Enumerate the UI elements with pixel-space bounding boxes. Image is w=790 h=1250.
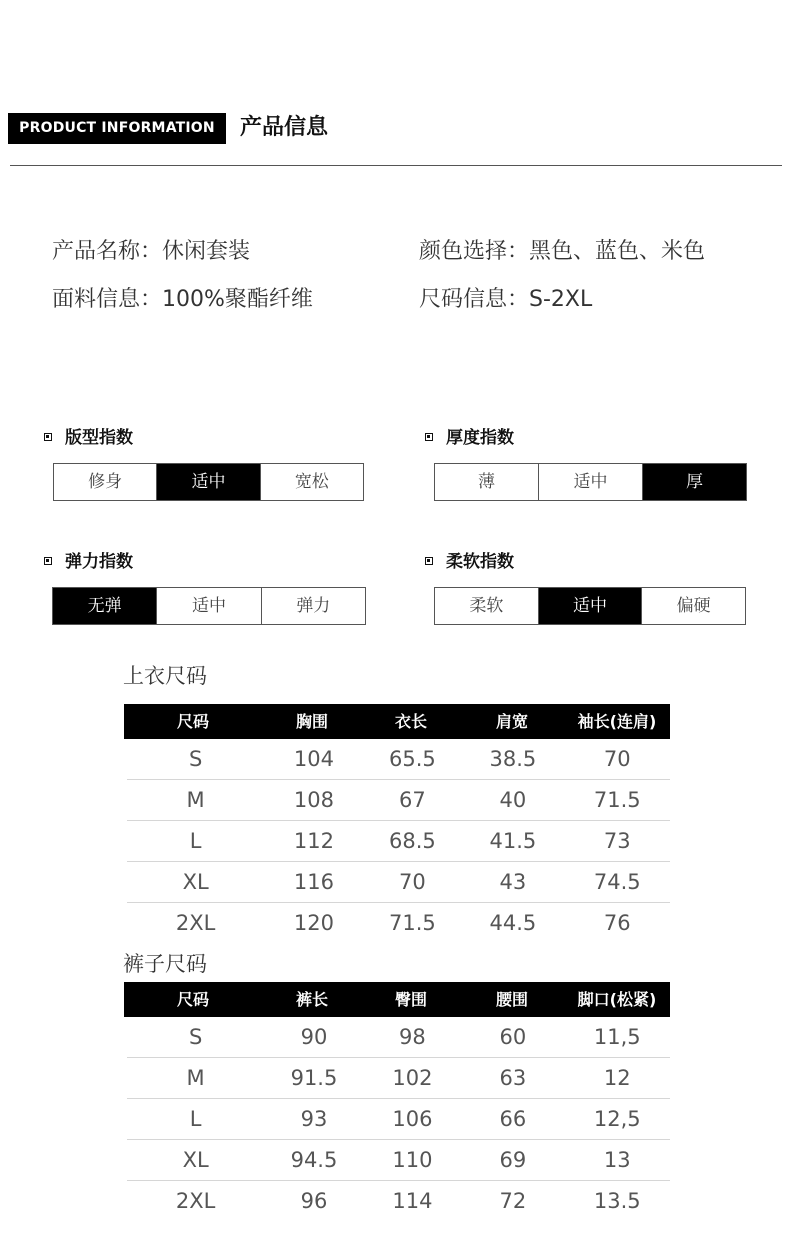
- table-cell: 102: [392, 1066, 433, 1090]
- table-cell: 12: [603, 1066, 631, 1090]
- table-cell: 65.5: [389, 747, 436, 771]
- table-row: [127, 780, 670, 821]
- table-cell: 74.5: [593, 870, 641, 894]
- elasticity-option-none: 无弹: [53, 588, 157, 624]
- table-cell: 2XL: [175, 911, 216, 935]
- header-chest: 胸围: [295, 712, 328, 731]
- thickness-option-medium: 适中: [539, 464, 643, 500]
- product-information-badge: PRODUCT INFORMATION: [8, 113, 226, 144]
- table-cell: 96: [300, 1189, 328, 1213]
- table-cell: 112: [293, 829, 334, 853]
- color-options: 颜色选择：黑色、蓝色、米色: [419, 239, 706, 264]
- table-row: [127, 739, 670, 780]
- table-cell: S: [188, 747, 203, 771]
- header-hip: 臀围: [394, 990, 427, 1009]
- thickness-index: [425, 427, 514, 449]
- header-hem: 脚口(松紧): [577, 990, 657, 1009]
- thickness-index-scale: [434, 463, 747, 501]
- fit-index-title: 版型指数: [65, 428, 133, 448]
- softness-index-scale: [434, 587, 746, 625]
- table-cell: 13: [603, 1148, 631, 1172]
- table-cell: 40: [499, 788, 527, 812]
- table-cell: 116: [293, 870, 334, 894]
- table-cell: 63: [499, 1066, 527, 1090]
- bullet-icon: [425, 557, 433, 565]
- thickness-option-thick: 厚: [643, 464, 746, 500]
- elasticity-index-title: 弹力指数: [65, 552, 133, 572]
- table-header: [124, 704, 670, 739]
- fit-index: [44, 427, 133, 449]
- table-cell: 71.5: [593, 788, 641, 812]
- table-cell: 44.5: [489, 911, 537, 935]
- header-size: 尺码: [176, 990, 209, 1009]
- table-cell: M: [186, 1066, 205, 1090]
- header-shoulder: 肩宽: [495, 712, 528, 731]
- elasticity-option-medium: 适中: [157, 588, 261, 624]
- header-length: 衣长: [394, 712, 427, 731]
- fit-option-slim: 修身: [54, 464, 157, 500]
- table-cell: 93: [300, 1107, 328, 1131]
- table-cell: 73: [603, 829, 631, 853]
- table-cell: S: [188, 1025, 203, 1049]
- table-cell: 66: [499, 1107, 527, 1131]
- top-size-table: [124, 704, 670, 943]
- table-cell: 76: [603, 911, 631, 935]
- table-cell: 12,5: [593, 1107, 641, 1131]
- size-info: 尺码信息：S-2XL: [419, 287, 593, 312]
- table-cell: 94.5: [290, 1148, 338, 1172]
- thickness-index-title: 厚度指数: [446, 428, 514, 448]
- table-row: [127, 1181, 670, 1221]
- table-cell: 70: [399, 870, 426, 894]
- table-cell: 98: [399, 1025, 426, 1049]
- table-cell: 72: [499, 1189, 527, 1213]
- pants-size-title: 裤子尺码: [123, 952, 207, 976]
- bullet-icon: [44, 557, 52, 565]
- header-sleeve: 袖长(连肩): [577, 712, 657, 731]
- table-cell: 69: [499, 1148, 527, 1172]
- top-size-title: 上衣尺码: [123, 664, 207, 688]
- table-cell: 11,5: [593, 1025, 641, 1049]
- table-cell: 71.5: [389, 911, 436, 935]
- table-cell: 90: [300, 1025, 328, 1049]
- table-cell: 2XL: [175, 1189, 216, 1213]
- page-title: 产品信息: [240, 115, 329, 140]
- table-cell: 13.5: [593, 1189, 641, 1213]
- table-cell: 67: [399, 788, 426, 812]
- softness-index-title: 柔软指数: [446, 552, 514, 572]
- softness-option-medium: 适中: [539, 588, 643, 624]
- table-cell: 70: [603, 747, 631, 771]
- table-row: [127, 1140, 670, 1181]
- elasticity-index: [44, 551, 133, 573]
- pants-size-table: [124, 982, 670, 1221]
- table-row: [127, 862, 670, 903]
- table-cell: 38.5: [489, 747, 537, 771]
- table-cell: 91.5: [290, 1066, 338, 1090]
- table-cell: L: [189, 1107, 202, 1131]
- fit-option-regular: 适中: [157, 464, 260, 500]
- table-cell: 104: [293, 747, 334, 771]
- table-row: [127, 1017, 670, 1058]
- header-pants-length: 裤长: [295, 990, 328, 1009]
- header-waist: 腰围: [495, 990, 528, 1009]
- fabric-info: 面料信息：100%聚酯纤维: [52, 287, 313, 312]
- table-row: [127, 1058, 670, 1099]
- table-cell: 108: [293, 788, 334, 812]
- table-cell: XL: [182, 1148, 209, 1172]
- table-cell: 114: [392, 1189, 433, 1213]
- table-cell: 106: [392, 1107, 433, 1131]
- table-cell: XL: [182, 870, 209, 894]
- product-name: 产品名称：休闲套装: [52, 239, 251, 264]
- elasticity-option-stretch: 弹力: [262, 588, 365, 624]
- table-row: [127, 903, 670, 943]
- table-cell: 43: [499, 870, 527, 894]
- bullet-icon: [44, 433, 52, 441]
- table-cell: 60: [499, 1025, 527, 1049]
- table-row: [127, 821, 670, 862]
- fit-option-loose: 宽松: [261, 464, 363, 500]
- table-cell: 110: [392, 1148, 433, 1172]
- table-row: [127, 1099, 670, 1140]
- table-cell: M: [186, 788, 205, 812]
- table-cell: L: [189, 829, 202, 853]
- table-cell: 120: [293, 911, 334, 935]
- table-header: [124, 982, 670, 1017]
- header-size: 尺码: [176, 712, 209, 731]
- softness-index: [425, 551, 514, 573]
- header-divider: [10, 165, 782, 166]
- table-cell: 68.5: [389, 829, 436, 853]
- thickness-option-thin: 薄: [435, 464, 539, 500]
- bullet-icon: [425, 433, 433, 441]
- fit-index-scale: [53, 463, 364, 501]
- softness-option-stiff: 偏硬: [642, 588, 745, 624]
- elasticity-index-scale: [52, 587, 366, 625]
- table-cell: 41.5: [489, 829, 537, 853]
- softness-option-soft: 柔软: [435, 588, 539, 624]
